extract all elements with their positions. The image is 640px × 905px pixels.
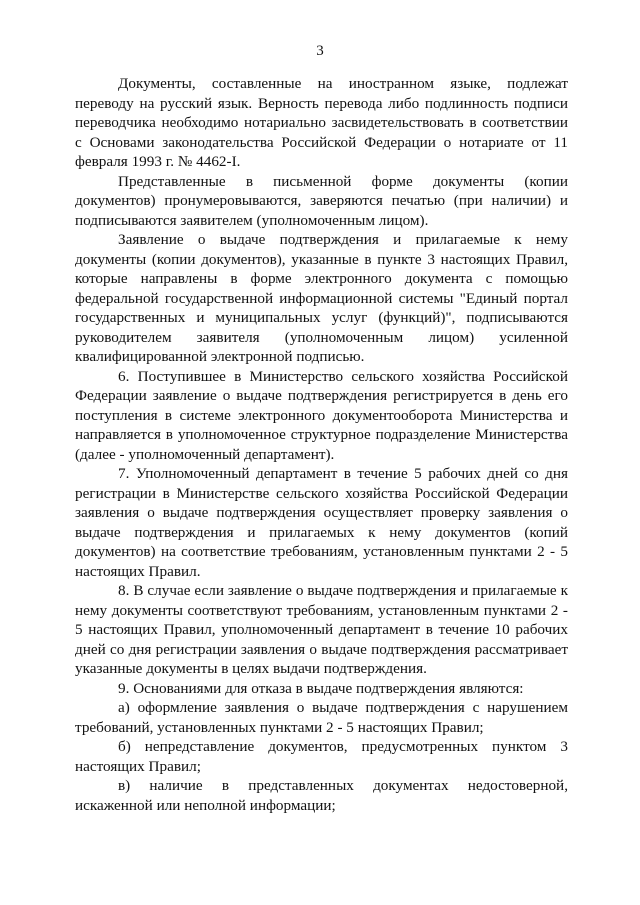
paragraph-electronic-form: Заявление о выдаче подтверждения и прилагаемые к нему документы (копии документов), указанные в пункте 3 настоящих Правил, которые направлены в форме электронного документа с помощью федеральной государственной информационной системы "Единый портал государственных и муниципальных услуг (функций)", подписываются руководителем заявителя (уполномоченным лицом) усиленной квалифицированной электронной подписью. xyxy=(75,231,568,365)
paragraph-foreign-language: Документы, составленные на иностранном языке, подлежат переводу на русский язык. Верность перевода либо подлинность подписи переводчика необходимо нотариально засвидетельствовать в соответствии с Основами законодательства Российской Федерации о нотариате от 11 февраля 1993 г. № 4462-I. xyxy=(75,75,568,170)
page-number: 3 xyxy=(316,43,324,59)
paragraph-item-9c: в) наличие в представленных документах недостоверной, искаженной или неполной информации; xyxy=(75,777,568,814)
paragraph-item-9: 9. Основаниями для отказа в выдаче подтверждения являются: xyxy=(118,679,524,697)
document-body xyxy=(75,74,568,815)
paragraph-written-form: Представленные в письменной форме документы (копии документов) пронумеровываются, заверяются печатью (при наличии) и подписываются заявителем (уполномоченным лицом). xyxy=(75,172,568,229)
paragraph-item-6: 6. Поступившее в Министерство сельского хозяйства Российской Федерации заявление о выдаче подтверждения регистрируется в день его поступления в системе электронного документооборота Министерства и направляется в уполномоченное структурное подразделение Министерства (далее - уполномоченный департамент). xyxy=(75,367,568,463)
paragraph-item-9b: б) непредставление документов, предусмотренных пунктом 3 настоящих Правил; xyxy=(75,738,568,775)
paragraph-item-9a: а) оформление заявления о выдаче подтверждения с нарушением требований, установленных пунктами 2 - 5 настоящих Правил; xyxy=(75,699,568,736)
paragraph-item-8: 8. В случае если заявление о выдаче подтверждения и прилагаемые к нему документы соответствуют требованиям, установленным пунктами 2 - 5 настоящих Правил, уполномоченный департамент в течение 10 рабочих дней со дня регистрации заявления о выдаче подтверждения рассматривает указанные документы в целях выдачи подтверждения. xyxy=(75,582,568,677)
paragraph-item-7: 7. Уполномоченный департамент в течение 5 рабочих дней со дня регистрации в Министерстве сельского хозяйства Российской Федерации заявления о выдаче подтверждения осуществляет проверку заявления о выдаче подтверждения и прилагаемых к нему документов (копий документов) на соответствие требованиям, установленным пунктами 2 - 5 настоящих Правил. xyxy=(75,465,568,580)
